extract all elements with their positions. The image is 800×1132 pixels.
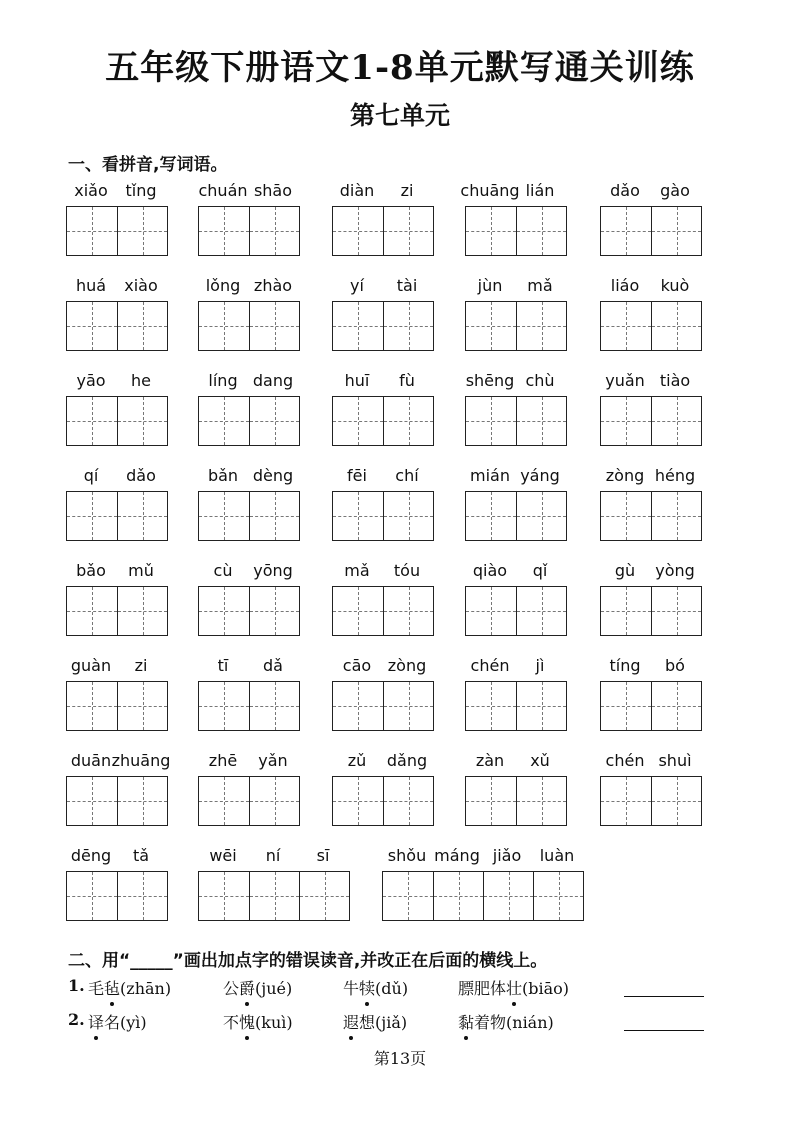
writing-boxes[interactable] — [332, 301, 434, 351]
writing-boxes[interactable] — [198, 301, 300, 351]
tian-grid-cell[interactable] — [249, 492, 299, 540]
writing-boxes[interactable] — [198, 396, 300, 446]
word-item — [198, 845, 348, 921]
tian-grid-cell[interactable] — [383, 872, 433, 920]
pinyin-reading: (jué) — [255, 979, 293, 998]
page-title: 五年级下册语文1-8单元默写通关训练 — [105, 48, 695, 88]
word-text: 不 — [223, 1013, 240, 1032]
pinyin-reading: (zhān) — [120, 979, 172, 998]
pinyin-label: chén — [470, 656, 510, 675]
word-text: 公 — [223, 979, 240, 998]
tian-grid-cell[interactable] — [67, 397, 117, 445]
pinyin-label: dang — [252, 371, 294, 390]
pinyin-label: yāo — [76, 371, 106, 390]
tian-grid-cell[interactable] — [651, 682, 701, 730]
pinyin-label: shēng — [465, 371, 515, 390]
pinyin-label: yōng — [253, 561, 293, 580]
word-item — [198, 180, 298, 256]
tian-grid-cell[interactable] — [333, 777, 383, 825]
writing-boxes[interactable] — [66, 301, 168, 351]
tian-grid-cell[interactable] — [516, 397, 566, 445]
writing-boxes[interactable] — [465, 491, 567, 541]
word-item — [600, 180, 700, 256]
word-item — [332, 560, 432, 636]
tian-grid-cell[interactable] — [199, 872, 249, 920]
answer-line[interactable] — [624, 1030, 704, 1031]
word-item — [465, 275, 565, 351]
word-pronunciation — [458, 1010, 554, 1033]
tian-grid-cell[interactable] — [333, 587, 383, 635]
question-number: 1. — [68, 976, 85, 995]
pinyin-label: qǐ — [532, 561, 548, 580]
word-item — [66, 465, 166, 541]
tian-grid-cell[interactable] — [199, 492, 249, 540]
tian-grid-cell[interactable] — [383, 682, 433, 730]
word-item — [382, 845, 582, 921]
pinyin-label: tǐng — [125, 181, 157, 200]
pinyin-label: tóu — [393, 561, 421, 580]
pinyin-label: yáng — [520, 466, 560, 485]
word-item — [198, 750, 298, 826]
pinyin-label: zàn — [475, 751, 505, 770]
word-item — [66, 275, 166, 351]
pinyin-label: shāo — [253, 181, 293, 200]
writing-boxes[interactable] — [332, 776, 434, 826]
pinyin-label: tiào — [659, 371, 691, 390]
word-item — [332, 465, 432, 541]
tian-grid-cell[interactable] — [516, 492, 566, 540]
tian-grid-cell[interactable] — [601, 492, 651, 540]
writing-boxes[interactable] — [332, 396, 434, 446]
tian-grid-cell[interactable] — [466, 587, 516, 635]
question-row — [68, 1010, 728, 1044]
tian-grid-cell[interactable] — [249, 682, 299, 730]
tian-grid-cell[interactable] — [67, 207, 117, 255]
tian-grid-cell[interactable] — [117, 397, 167, 445]
pinyin-label: máng — [434, 846, 480, 865]
writing-boxes[interactable] — [600, 396, 702, 446]
writing-boxes[interactable] — [600, 681, 702, 731]
tian-grid-cell[interactable] — [67, 682, 117, 730]
pinyin-label: yǎn — [258, 751, 288, 770]
writing-boxes[interactable] — [66, 776, 168, 826]
tian-grid-cell[interactable] — [651, 587, 701, 635]
section-2-heading: 二、用“_____”画出加点字的错误读音,并改正在后面的横线上。 — [68, 951, 548, 971]
pinyin-label: héng — [654, 466, 696, 485]
dotted-character[interactable]: 毡 — [104, 976, 120, 999]
tian-grid-cell[interactable] — [651, 492, 701, 540]
pinyin-label: zòng — [605, 466, 645, 485]
writing-boxes[interactable] — [198, 491, 300, 541]
pinyin-label: chén — [605, 751, 645, 770]
word-item — [460, 180, 565, 256]
tian-grid-cell[interactable] — [466, 492, 516, 540]
word-text: 毛 — [88, 979, 105, 998]
pinyin-label: bǎn — [207, 466, 239, 485]
tian-grid-cell[interactable] — [333, 492, 383, 540]
writing-boxes[interactable] — [66, 586, 168, 636]
pinyin-label: zhào — [253, 276, 293, 295]
pinyin-label: guàn — [70, 656, 112, 675]
pinyin-label: dēng — [70, 846, 112, 865]
pinyin-label: sī — [316, 846, 330, 865]
pinyin-label: mián — [470, 466, 510, 485]
pinyin-label: lián — [525, 181, 555, 200]
writing-boxes[interactable] — [66, 681, 168, 731]
tian-grid-cell[interactable] — [67, 872, 117, 920]
pinyin-label: jì — [535, 656, 545, 675]
word-pronunciation — [223, 1010, 293, 1033]
section-1-heading: 一、看拼音,写词语。 — [68, 155, 228, 175]
pinyin-label: mǎ — [527, 276, 553, 295]
writing-boxes[interactable] — [332, 681, 434, 731]
writing-boxes[interactable] — [600, 491, 702, 541]
dotted-character[interactable]: 爵 — [239, 976, 255, 999]
tian-grid-cell[interactable] — [601, 682, 651, 730]
pinyin-label: fù — [399, 371, 415, 390]
pinyin-label: tíng — [609, 656, 641, 675]
pinyin-label: lǒng — [205, 276, 241, 295]
word-item — [198, 275, 298, 351]
writing-boxes[interactable] — [66, 396, 168, 446]
tian-grid-cell[interactable] — [117, 682, 167, 730]
word-item — [465, 750, 565, 826]
tian-grid-cell[interactable] — [67, 492, 117, 540]
tian-grid-cell[interactable] — [249, 872, 299, 920]
pinyin-label: huá — [75, 276, 107, 295]
writing-boxes[interactable] — [465, 586, 567, 636]
writing-boxes[interactable] — [198, 871, 350, 921]
pronunciation-questions — [68, 976, 728, 1044]
word-item — [465, 560, 565, 636]
tian-grid-cell[interactable] — [466, 207, 516, 255]
tian-grid-cell[interactable] — [383, 587, 433, 635]
word-item — [332, 750, 432, 826]
word-item — [198, 655, 298, 731]
pinyin-label: ní — [265, 846, 281, 865]
tian-grid-cell[interactable] — [117, 207, 167, 255]
tian-grid-cell[interactable] — [199, 397, 249, 445]
page-number: 第13页 — [373, 1049, 427, 1068]
pinyin-label: zhuāng — [111, 751, 171, 770]
pinyin-label: gù — [614, 561, 636, 580]
tian-grid-cell[interactable] — [333, 397, 383, 445]
pinyin-reading: 着物(nián) — [474, 1013, 554, 1032]
writing-boxes[interactable] — [66, 206, 168, 256]
word-item — [198, 465, 298, 541]
tian-grid-cell[interactable] — [651, 397, 701, 445]
word-pronunciation — [343, 1010, 407, 1033]
tian-grid-cell[interactable] — [117, 777, 167, 825]
word-item — [600, 275, 700, 351]
pinyin-label: chuán — [198, 181, 248, 200]
writing-boxes[interactable] — [465, 681, 567, 731]
writing-boxes[interactable] — [198, 776, 300, 826]
writing-boxes[interactable] — [332, 586, 434, 636]
tian-grid-cell[interactable] — [383, 302, 433, 350]
pinyin-label: fēi — [347, 466, 367, 485]
writing-boxes[interactable] — [198, 681, 300, 731]
word-item — [66, 370, 166, 446]
word-pronunciation — [88, 976, 171, 999]
word-pronunciation — [88, 1010, 147, 1033]
pinyin-label: cāo — [342, 656, 372, 675]
pinyin-label: bǎo — [76, 561, 106, 580]
tian-grid-cell[interactable] — [199, 682, 249, 730]
pinyin-label: shuì — [658, 751, 692, 770]
word-pronunciation — [343, 976, 408, 999]
tian-grid-cell[interactable] — [516, 587, 566, 635]
tian-grid-cell[interactable] — [516, 302, 566, 350]
tian-grid-cell[interactable] — [651, 777, 701, 825]
tian-grid-cell[interactable] — [249, 207, 299, 255]
question-number: 2. — [68, 1010, 85, 1029]
pinyin-label: tī — [217, 656, 229, 675]
pinyin-reading: (biāo) — [522, 979, 570, 998]
pinyin-label: huī — [344, 371, 370, 390]
writing-boxes[interactable] — [600, 301, 702, 351]
writing-boxes[interactable] — [465, 776, 567, 826]
writing-boxes[interactable] — [600, 776, 702, 826]
pinyin-label: dǎo — [126, 466, 156, 485]
tian-grid-cell[interactable] — [466, 682, 516, 730]
tian-grid-cell[interactable] — [199, 587, 249, 635]
writing-boxes[interactable] — [66, 871, 168, 921]
pinyin-label: dǎ — [263, 656, 283, 675]
pinyin-label: qí — [83, 466, 99, 485]
word-item — [66, 845, 166, 921]
pinyin-label: xiǎo — [74, 181, 108, 200]
tian-grid-cell[interactable] — [601, 587, 651, 635]
word-item — [465, 370, 565, 446]
word-text: 牛 — [343, 979, 360, 998]
pinyin-label: liáo — [610, 276, 640, 295]
tian-grid-cell[interactable] — [651, 207, 701, 255]
pinyin-label: tài — [396, 276, 418, 295]
tian-grid-cell[interactable] — [117, 872, 167, 920]
tian-grid-cell[interactable] — [67, 777, 117, 825]
pinyin-label: chù — [525, 371, 555, 390]
pinyin-label: shǒu — [387, 846, 427, 865]
dotted-character[interactable]: 遐 — [343, 1010, 359, 1033]
word-item — [332, 180, 432, 256]
tian-grid-cell[interactable] — [249, 397, 299, 445]
word-item — [66, 750, 171, 826]
tian-grid-cell[interactable] — [651, 302, 701, 350]
tian-grid-cell[interactable] — [466, 302, 516, 350]
tian-grid-cell[interactable] — [601, 397, 651, 445]
pinyin-label: xǔ — [530, 751, 550, 770]
pinyin-label: tǎ — [132, 846, 150, 865]
writing-boxes[interactable] — [66, 491, 168, 541]
pinyin-label: yòng — [655, 561, 695, 580]
tian-grid-cell[interactable] — [383, 397, 433, 445]
tian-grid-cell[interactable] — [117, 587, 167, 635]
word-item — [332, 370, 432, 446]
tian-grid-cell[interactable] — [383, 777, 433, 825]
answer-line[interactable] — [624, 996, 704, 997]
pinyin-label: zǔ — [347, 751, 367, 770]
pinyin-label: luàn — [539, 846, 575, 865]
tian-grid-cell[interactable] — [117, 302, 167, 350]
pinyin-label: zi — [400, 181, 414, 200]
word-item — [66, 560, 166, 636]
word-item — [332, 275, 432, 351]
pinyin-label: chí — [395, 466, 419, 485]
pinyin-label: qiào — [472, 561, 508, 580]
tian-grid-cell[interactable] — [383, 207, 433, 255]
pinyin-label: dǎng — [386, 751, 428, 770]
tian-grid-cell[interactable] — [249, 777, 299, 825]
pinyin-label: gào — [660, 181, 690, 200]
pinyin-label: chuāng — [460, 181, 520, 200]
word-item — [332, 655, 432, 731]
pinyin-reading: (dǔ) — [375, 979, 409, 998]
tian-grid-cell[interactable] — [601, 302, 651, 350]
pinyin-label: dèng — [252, 466, 294, 485]
word-item — [465, 655, 565, 731]
tian-grid-cell[interactable] — [67, 302, 117, 350]
word-item — [600, 370, 700, 446]
word-item — [600, 560, 700, 636]
page-subtitle: 第七单元 — [349, 101, 450, 130]
pinyin-label: bó — [665, 656, 685, 675]
tian-grid-cell[interactable] — [383, 492, 433, 540]
writing-boxes[interactable] — [332, 491, 434, 541]
pinyin-label: zòng — [387, 656, 427, 675]
tian-grid-cell[interactable] — [199, 207, 249, 255]
pinyin-label: wēi — [209, 846, 237, 865]
pinyin-label: kuò — [660, 276, 690, 295]
pinyin-reading: 名(yì) — [104, 1013, 147, 1032]
word-item — [66, 655, 166, 731]
writing-boxes[interactable] — [600, 586, 702, 636]
writing-boxes[interactable] — [465, 396, 567, 446]
pinyin-label: yí — [350, 276, 364, 295]
dotted-character[interactable]: 犊 — [359, 976, 375, 999]
word-item — [66, 180, 166, 256]
word-text: 膘肥体 — [458, 979, 507, 998]
tian-grid-cell[interactable] — [67, 587, 117, 635]
dotted-character[interactable]: 译 — [88, 1010, 104, 1033]
tian-grid-cell[interactable] — [333, 207, 383, 255]
word-pronunciation — [458, 976, 569, 999]
pinyin-label: he — [131, 371, 151, 390]
tian-grid-cell[interactable] — [466, 777, 516, 825]
tian-grid-cell[interactable] — [601, 207, 651, 255]
tian-grid-cell[interactable] — [333, 682, 383, 730]
tian-grid-cell[interactable] — [249, 302, 299, 350]
tian-grid-cell[interactable] — [466, 397, 516, 445]
tian-grid-cell[interactable] — [199, 777, 249, 825]
word-pronunciation — [223, 976, 292, 999]
tian-grid-cell[interactable] — [249, 587, 299, 635]
question-row — [68, 976, 728, 1010]
writing-boxes[interactable] — [600, 206, 702, 256]
pinyin-reading: (kuì) — [255, 1013, 293, 1032]
tian-grid-cell[interactable] — [533, 872, 583, 920]
tian-grid-cell[interactable] — [516, 207, 566, 255]
pinyin-label: diàn — [339, 181, 375, 200]
dotted-character[interactable]: 壮 — [506, 976, 522, 999]
tian-grid-cell[interactable] — [516, 777, 566, 825]
word-item — [600, 655, 700, 731]
pinyin-label: jiǎo — [492, 846, 522, 865]
pinyin-label: yuǎn — [605, 371, 645, 390]
writing-boxes[interactable] — [198, 586, 300, 636]
writing-boxes[interactable] — [198, 206, 300, 256]
pinyin-label: mǎ — [344, 561, 370, 580]
writing-boxes[interactable] — [465, 301, 567, 351]
word-item — [600, 750, 700, 826]
writing-boxes[interactable] — [382, 871, 584, 921]
tian-grid-cell[interactable] — [199, 302, 249, 350]
pinyin-label: zhē — [208, 751, 238, 770]
tian-grid-cell[interactable] — [117, 492, 167, 540]
pinyin-label: duān — [70, 751, 112, 770]
pinyin-label: cù — [213, 561, 233, 580]
pinyin-reading: 想(jiǎ) — [359, 1013, 408, 1032]
tian-grid-cell[interactable] — [299, 872, 349, 920]
tian-grid-cell[interactable] — [516, 682, 566, 730]
pinyin-label: xiào — [124, 276, 158, 295]
word-item — [198, 560, 298, 636]
tian-grid-cell[interactable] — [483, 872, 533, 920]
pinyin-label: zi — [134, 656, 148, 675]
word-item — [465, 465, 565, 541]
pinyin-label: mǔ — [128, 561, 154, 580]
word-item — [198, 370, 298, 446]
pinyin-label: dǎo — [610, 181, 640, 200]
pinyin-label: jùn — [477, 276, 503, 295]
writing-boxes[interactable] — [332, 206, 434, 256]
writing-boxes[interactable] — [465, 206, 567, 256]
tian-grid-cell[interactable] — [333, 302, 383, 350]
dotted-character[interactable]: 愧 — [239, 1010, 255, 1033]
dotted-character[interactable]: 黏 — [458, 1010, 474, 1033]
word-item — [600, 465, 700, 541]
tian-grid-cell[interactable] — [601, 777, 651, 825]
tian-grid-cell[interactable] — [433, 872, 483, 920]
pinyin-label: líng — [208, 371, 238, 390]
